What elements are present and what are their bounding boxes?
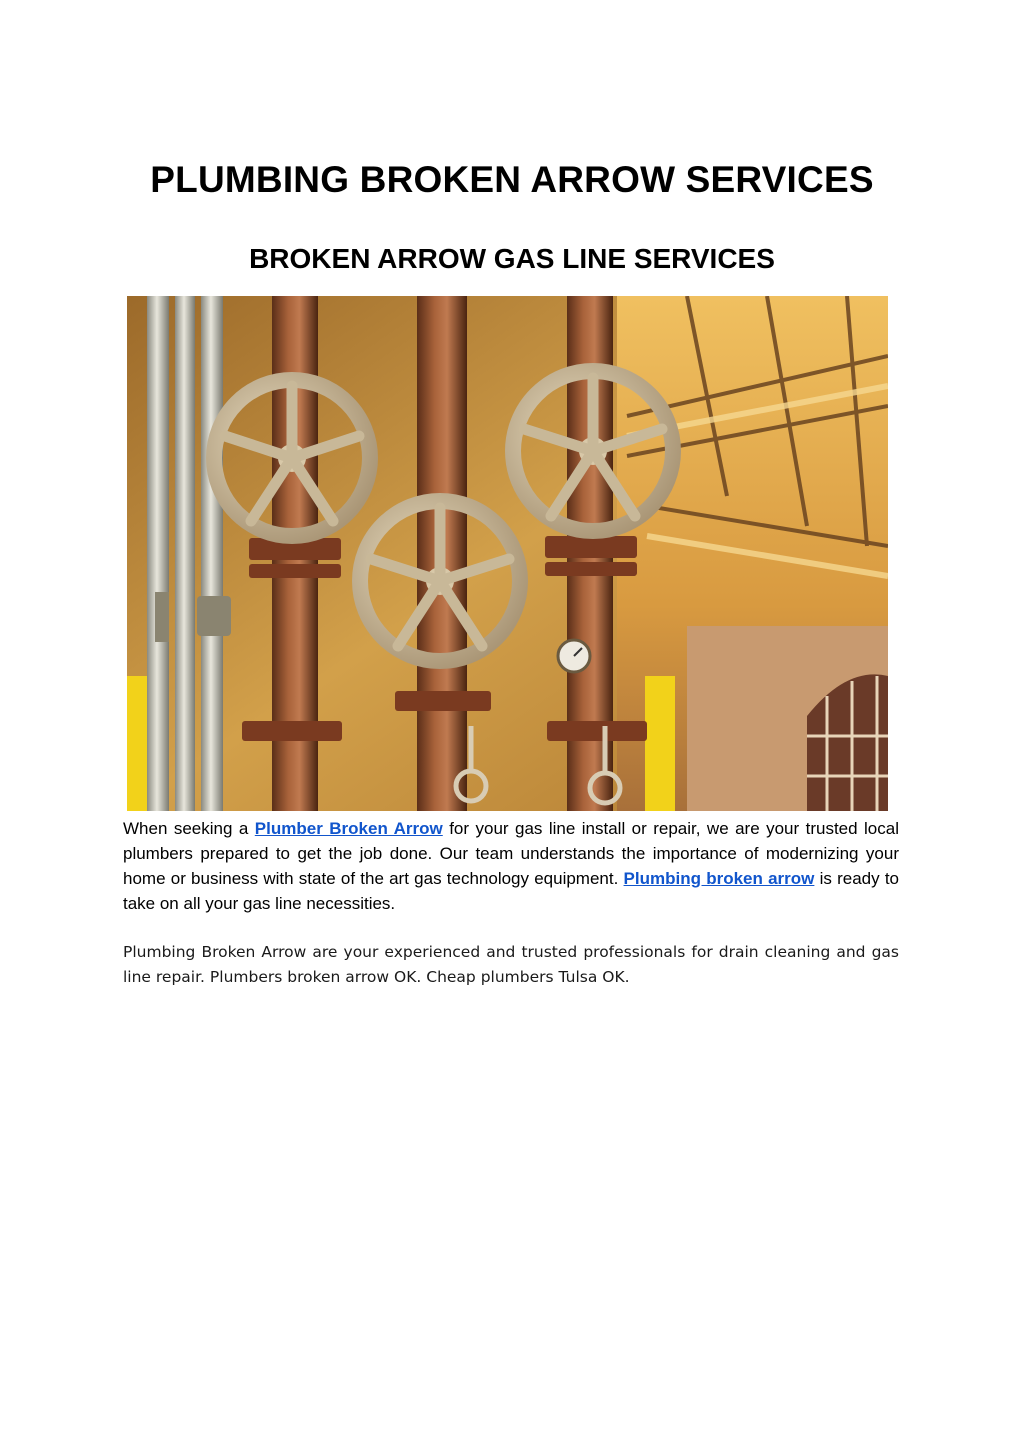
body-paragraph-1 [123, 816, 899, 916]
body-paragraph-2: Plumbing Broken Arrow are your experienced and trusted professionals for drain cleaning and gas line repair. Plumbers broken arrow OK. Cheap plumbers Tulsa OK. [123, 943, 899, 986]
para1-text-2: for your gas line install or repair, we are your trusted local plumbers prepared to get the job done. Our team understands the importance of modernizing your home or business with state of the art gas technology equipment. [123, 819, 899, 888]
plumber-broken-arrow-link[interactable]: Plumber Broken Arrow [254, 819, 443, 838]
plumbing-broken-arrow-link[interactable]: Plumbing broken arrow [623, 869, 815, 888]
para1-text-1: When seeking a [123, 819, 255, 838]
section-heading: BROKEN ARROW GAS LINE SERVICES [249, 243, 775, 274]
para1-text-3: is ready to take on all your gas line necessities. [123, 869, 900, 913]
gas-pipes-photo [127, 296, 888, 811]
page-title: PLUMBING BROKEN ARROW SERVICES [150, 159, 874, 200]
